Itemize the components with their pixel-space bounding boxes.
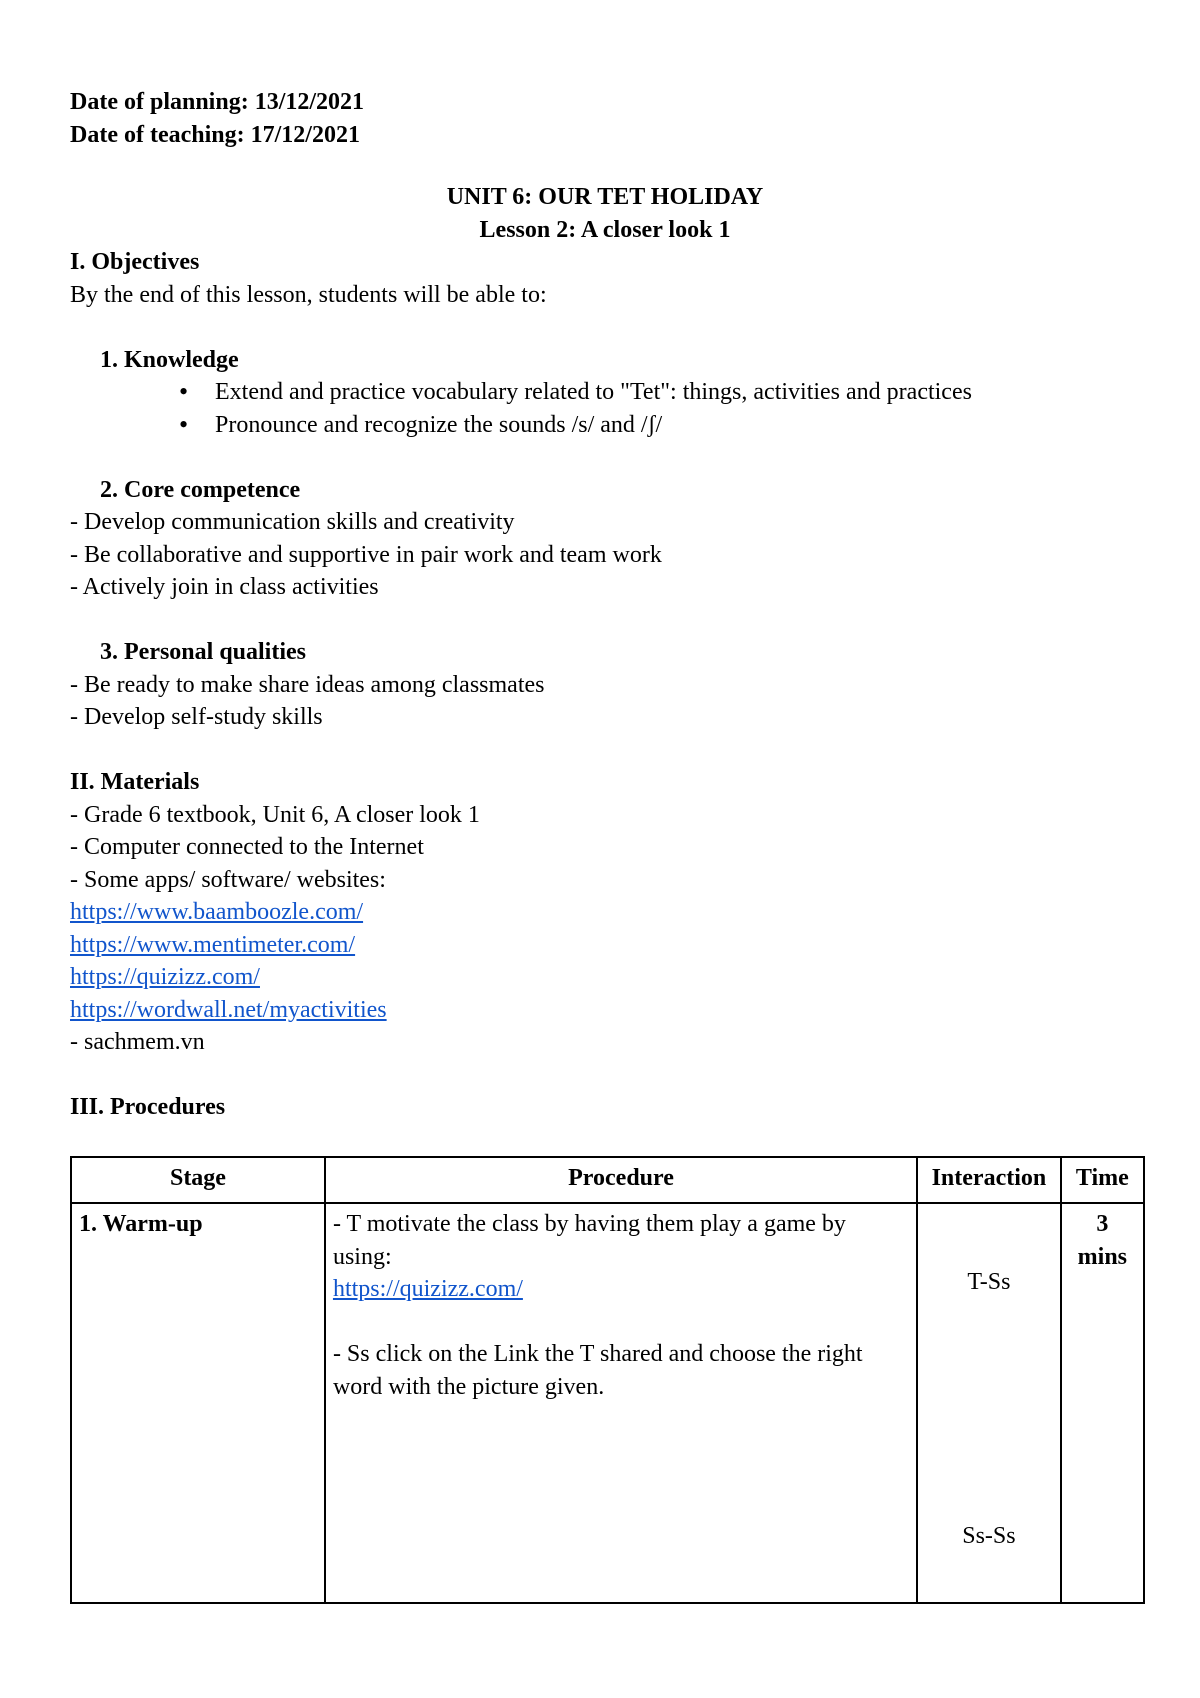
time-value: 3 [1096,1211,1109,1237]
list-item: - Develop communication skills and creativity [70,509,515,535]
table-header-row [71,1157,1144,1203]
procedures-heading: III. Procedures [70,1094,226,1120]
list-item: - sachmem.vn [70,1029,205,1055]
list-item: - Be collaborative and supportive in pair work and team work [70,541,662,568]
personal-qualities-heading: 3. Personal qualities [100,639,307,665]
time-cell [1061,1203,1144,1603]
interaction-cell [917,1203,1061,1603]
table-row [71,1203,1144,1603]
knowledge-list [70,376,1140,441]
date-of-teaching: Date of teaching: 17/12/2021 [70,121,360,148]
knowledge-heading: 1. Knowledge [100,346,239,373]
list-item: - Computer connected to the Internet [70,834,424,860]
lesson-plan-page [70,86,1140,1124]
link-wordwall[interactable]: https://wordwall.net/myactivities [70,996,387,1023]
lesson-title: Lesson 2: A closer look 1 [479,216,731,243]
list-item: - Some apps/ software/ websites: [70,866,386,893]
interaction-t-ss: T-Ss [967,1269,1011,1295]
unit-title: UNIT 6: OUR TET HOLIDAY [446,184,764,210]
list-item: - Develop self-study skills [70,704,323,730]
objectives-intro: By the end of this lesson, students will be able to: [70,281,547,308]
procedure-text: - Ss click on the Link the T shared and choose the right word with the picture given. [332,1341,863,1400]
list-item: • Pronounce and recognize the sounds /s/ and /ʃ/ [215,409,1140,442]
header-interaction: Interaction [917,1157,1061,1203]
list-item: - Actively join in class activities [70,574,379,600]
interaction-ss-ss: Ss-Ss [962,1523,1016,1549]
stage-cell: 1. Warm-up [71,1203,325,1603]
procedure-cell [325,1203,917,1603]
link-mentimeter[interactable]: https://www.mentimeter.com/ [70,931,356,958]
time-unit: mins [1077,1243,1128,1270]
procedure-text: - T motivate the class by having them play a game by using: [332,1211,846,1270]
list-item: • Extend and practice vocabulary related to "Tet": things, activities and practices [215,376,1140,409]
list-item: - Be ready to make share ideas among classmates [70,671,545,698]
link-baamboozle[interactable]: https://www.baamboozle.com/ [70,899,364,925]
core-competence-heading: 2. Core competence [100,476,301,503]
header-procedure: Procedure [325,1157,917,1203]
objectives-heading: I. Objectives [70,249,200,275]
date-of-planning: Date of planning: 13/12/2021 [70,89,365,115]
list-item: - Grade 6 textbook, Unit 6, A closer look 1 [70,801,480,828]
header-time: Time [1061,1157,1144,1203]
materials-heading: II. Materials [70,769,200,795]
procedures-table [70,1156,1145,1604]
header-stage: Stage [71,1157,325,1203]
procedure-link-quizizz[interactable]: https://quizizz.com/ [332,1276,523,1302]
link-quizizz[interactable]: https://quizizz.com/ [70,964,260,990]
